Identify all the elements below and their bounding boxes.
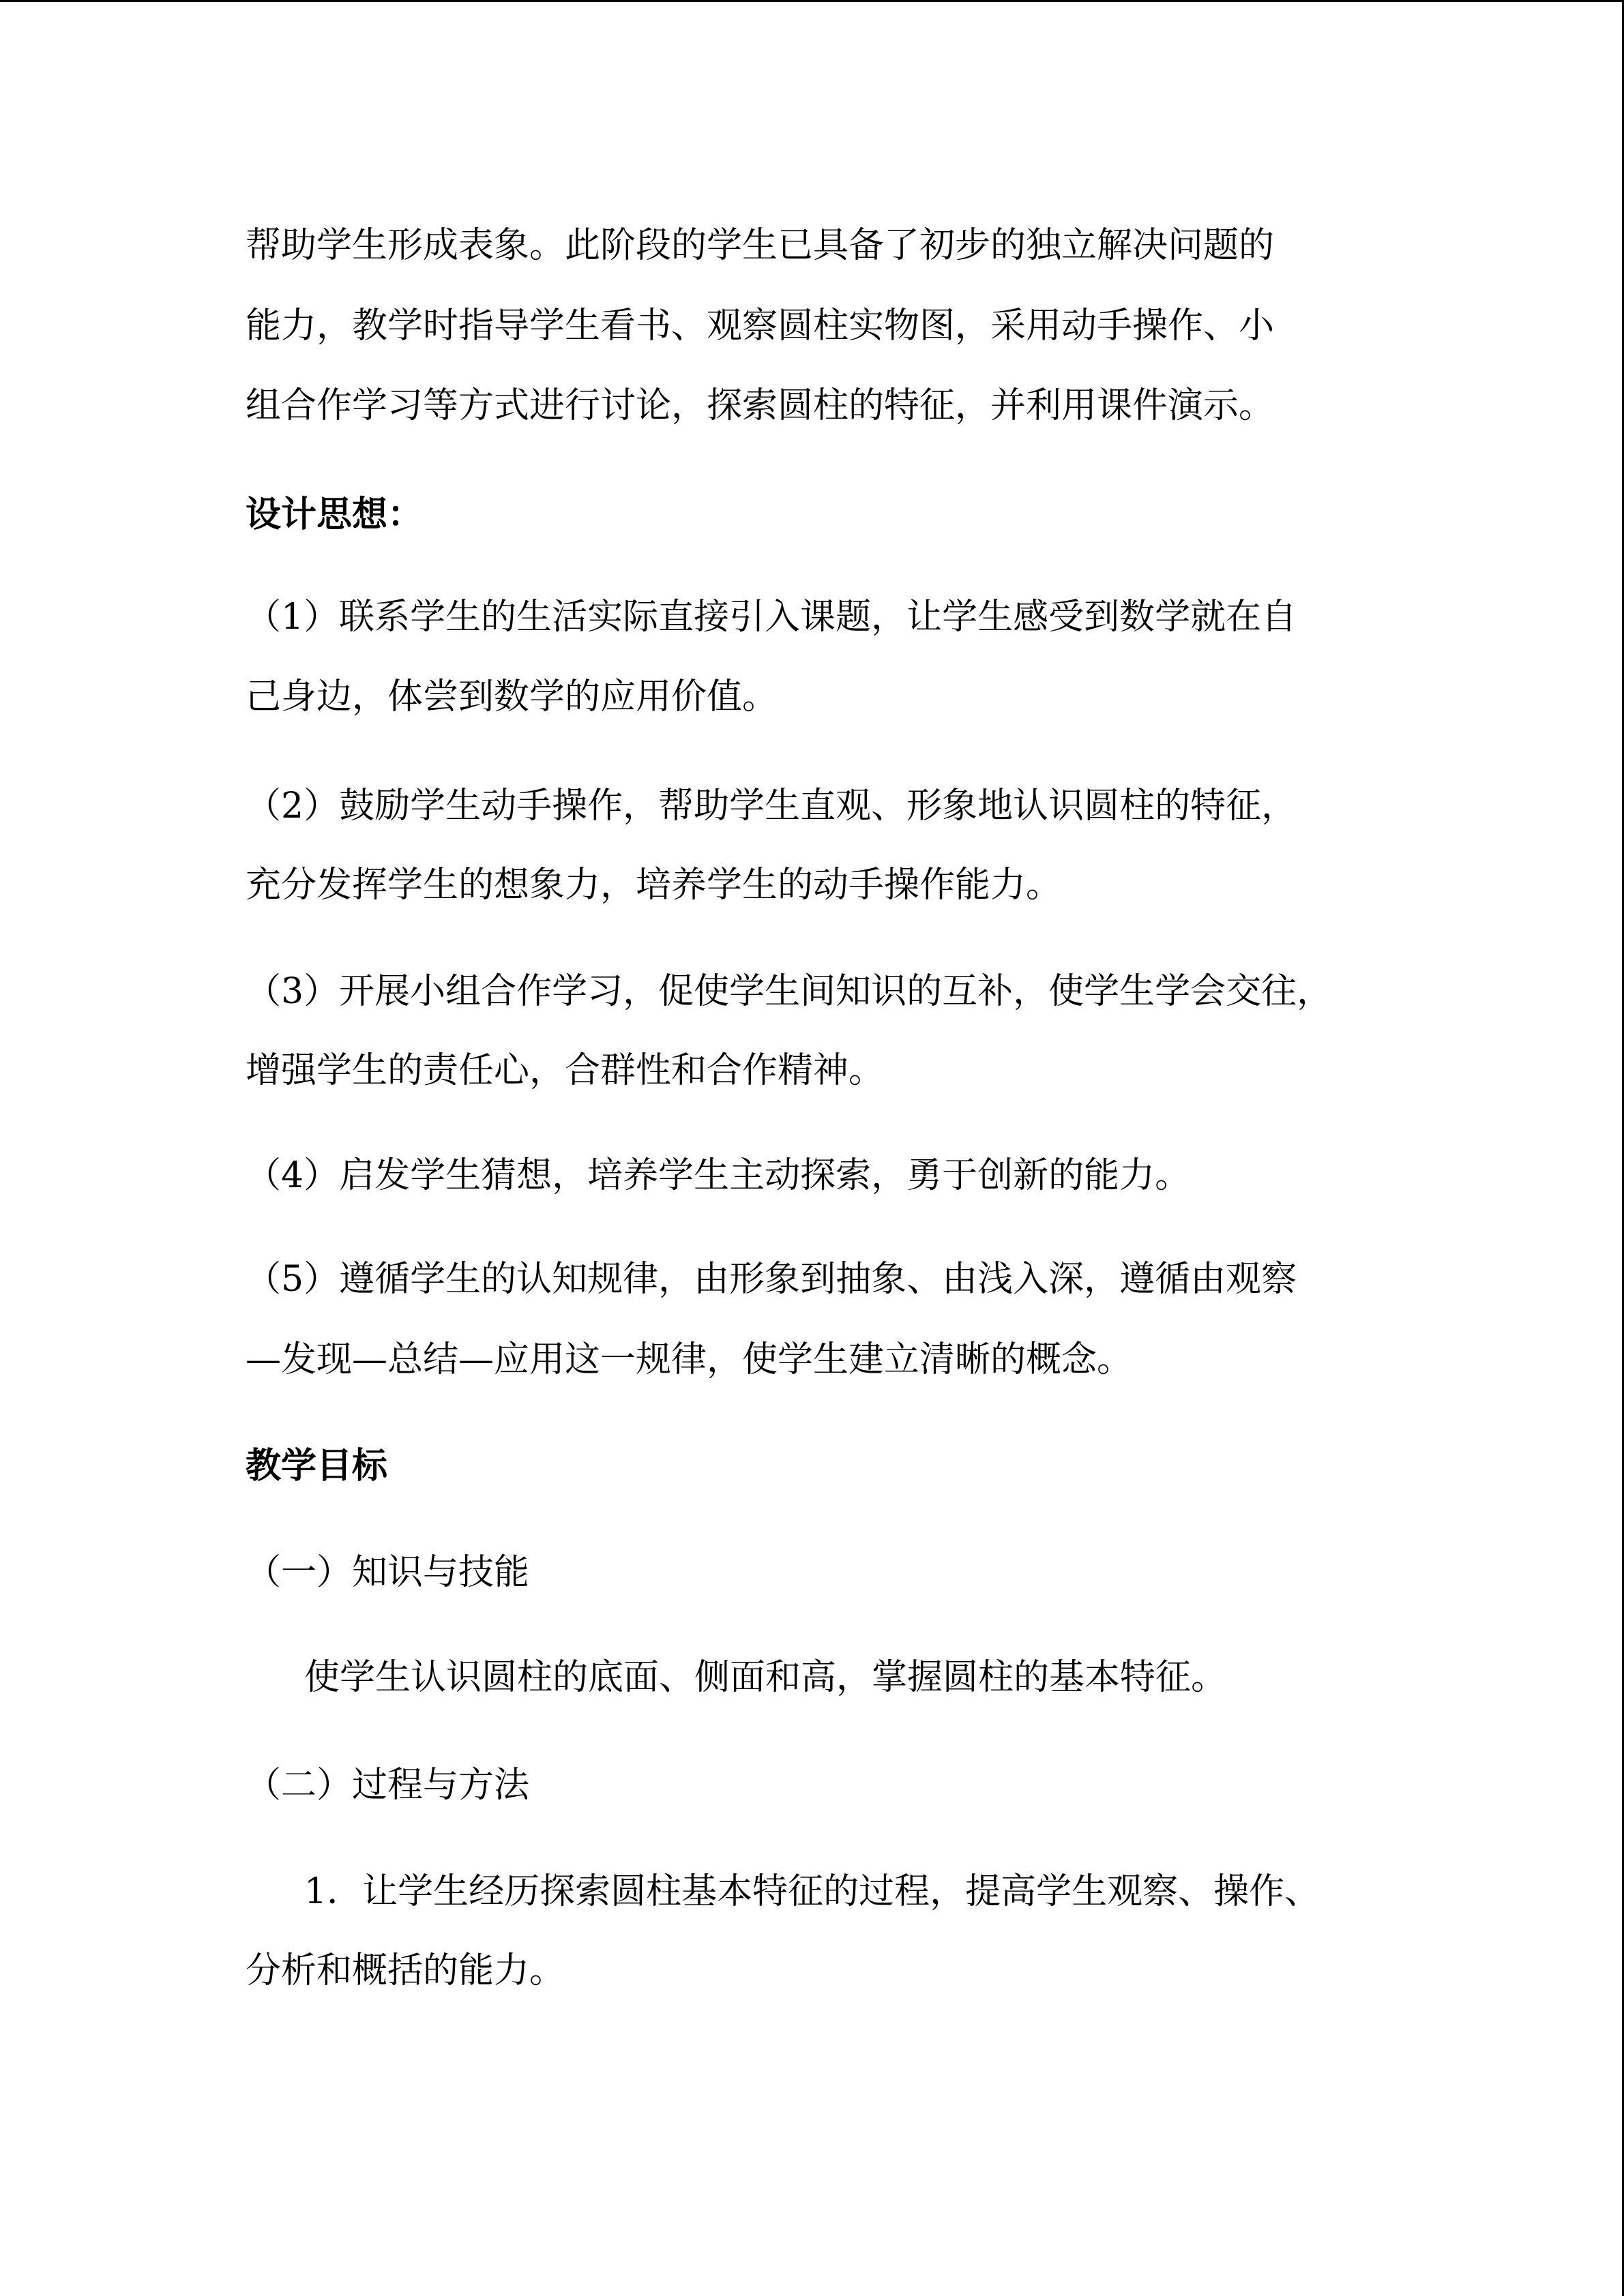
process-item-1-line-2: 分析和概括的能力。 [246,1950,565,1991]
knowledge-text: 使学生认识圆柱的底面、侧面和高，掌握圆柱的基本特征。 [304,1657,1227,1698]
process-subheading: （二）过程与方法 [246,1765,530,1806]
design-point-1-line-2: 己身边，体尝到数学的应用价值。 [246,676,778,717]
page-top-border [0,0,1624,2]
knowledge-subheading: （一）知识与技能 [246,1552,530,1593]
goals-heading: 教学目标 [246,1445,388,1487]
intro-line-1: 帮助学生形成表象。此阶段的学生已具备了初步的独立解决问题的 [246,225,1275,266]
design-point-5-line-2: —发现—总结—应用这一规律，使学生建立清晰的概念。 [246,1339,1133,1380]
design-point-4-line-1: （4）启发学生猜想，培养学生主动探索，勇于创新的能力。 [246,1155,1191,1196]
design-point-3-line-2: 增强学生的责任心，合群性和合作精神。 [246,1050,885,1091]
design-point-1-line-1: （1）联系学生的生活实际直接引入课题，让学生感受到数学就在自 [246,597,1297,638]
intro-line-2: 能力，教学时指导学生看书、观察圆柱实物图，采用动手操作、小 [246,305,1275,346]
design-point-5-line-1: （5）遵循学生的认知规律，由形象到抽象、由浅入深，遵循由观察 [246,1259,1297,1300]
intro-line-3: 组合作学习等方式进行讨论，探索圆柱的特征，并利用课件演示。 [246,385,1275,426]
design-point-3-line-1: （3）开展小组合作学习，促使学生间知识的互补，使学生学会交往， [246,971,1333,1012]
process-item-1-line-1: 1．让学生经历探索圆柱基本特征的过程，提高学生观察、操作、 [304,1871,1320,1912]
design-point-2-line-1: （2）鼓励学生动手操作，帮助学生直观、形象地认识圆柱的特征， [246,786,1297,826]
design-heading: 设计思想： [246,494,424,535]
design-point-2-line-2: 充分发挥学生的想象力，培养学生的动手操作能力。 [246,865,1062,906]
